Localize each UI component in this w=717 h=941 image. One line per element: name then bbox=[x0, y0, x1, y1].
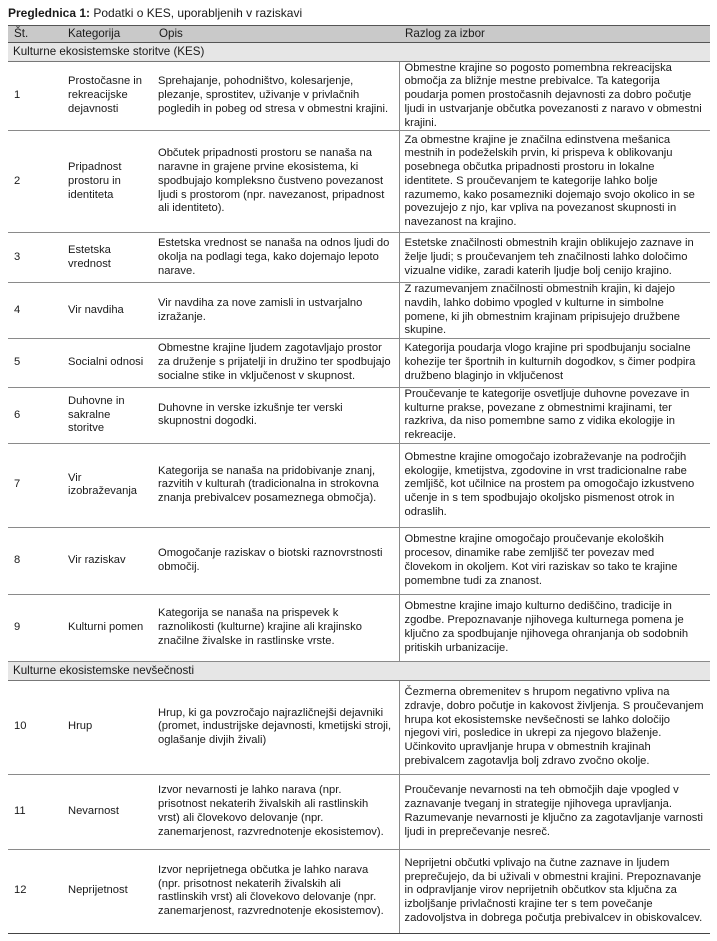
row-num: 2 bbox=[8, 131, 62, 233]
row-reason: Z razumevanjem značilnosti obmestnih krajin, ki dajejo navdih, lahko dobimo vpogled v kulturne in simbolne pomene, ki jih obmestnim krajinam pripisujejo družbene skupine. bbox=[399, 283, 710, 339]
row-num: 6 bbox=[8, 388, 62, 444]
row-description: Kategorija se nanaša na prispevek k raznolikosti (kulturne) krajine ali krajinsko značilne živalske in rastlinske vrste. bbox=[153, 594, 399, 661]
table-row bbox=[8, 527, 710, 594]
row-description: Izvor nevarnosti je lahko narava (npr. prisotnost nekaterih živalskih ali rastlinskih vrst) ali človekovo delovanje (npr. zanemarjenost, razvrednotenje ekosistemov). bbox=[153, 774, 399, 849]
table-row bbox=[8, 233, 710, 283]
row-reason: Kategorija poudarja vlogo krajine pri spodbujanju socialne kohezije ter športnih in kulturnih dogodkov, s čimer podpira družbeno blaginjo in vključenost bbox=[399, 339, 710, 388]
row-num: 10 bbox=[8, 680, 62, 774]
caption-text: Podatki o KES, uporabljenih v raziskavi bbox=[90, 6, 303, 20]
row-category: Vir raziskav bbox=[62, 527, 153, 594]
row-num: 12 bbox=[8, 849, 62, 933]
row-num: 3 bbox=[8, 233, 62, 283]
row-num: 9 bbox=[8, 594, 62, 661]
row-reason: Proučevanje te kategorije osvetljuje duhovne povezave in kulturne prakse, povezane z obmestnimi krajinami, ter razkriva, da niso pomembne samo z vidika ekologije in rekreacije. bbox=[399, 388, 710, 444]
row-category: Hrup bbox=[62, 680, 153, 774]
row-num: 1 bbox=[8, 61, 62, 131]
row-description: Obmestne krajine ljudem zagotavljajo prostor za druženje s prijatelji in družino ter spodbujajo socialne stike in vključenost v skupnost. bbox=[153, 339, 399, 388]
row-category: Nevarnost bbox=[62, 774, 153, 849]
row-description: Hrup, ki ga povzročajo najrazličnejši dejavniki (promet, industrijske dejavnosti, kmetijski stroji, oglašanje divjih živali) bbox=[153, 680, 399, 774]
section-title: Kulturne ekosistemske storitve (KES) bbox=[8, 42, 710, 61]
row-reason: Neprijetni občutki vplivajo na čutne zaznave in ljudem preprečujejo, da bi uživali v obmestni krajini. Prepoznavanje in odpravljanje virov neprijetnih občutkov sta ključna za izboljšanje privlačnosti krajine ter s tem povečanje zadovoljstva in dobrega počutja prebivalcev in obiskovalcev. bbox=[399, 849, 710, 933]
row-description: Vir navdiha za nove zamisli in ustvarjalno izražanje. bbox=[153, 283, 399, 339]
kes-table bbox=[8, 25, 710, 934]
row-category: Socialni odnosi bbox=[62, 339, 153, 388]
row-category: Neprijetnost bbox=[62, 849, 153, 933]
table-caption bbox=[8, 6, 302, 20]
row-reason: Čezmerna obremenitev s hrupom negativno vpliva na zdravje, dobro počutje in kakovost življenja. S proučevanjem hrupa kot ekosistemske nevšečnosti se lahko določijo njegovi viri, posledice in ukrepi za njegovo blaženje. Učinkovito upravljanje hrupa v obmestnih krajinah prebivalcem zagotavlja bolj zdravo zvočno okolje. bbox=[399, 680, 710, 774]
section-row-kes bbox=[8, 42, 710, 61]
table-row bbox=[8, 849, 710, 933]
row-num: 4 bbox=[8, 283, 62, 339]
row-num: 7 bbox=[8, 443, 62, 527]
header-reason: Razlog za izbor bbox=[399, 26, 710, 43]
section-title: Kulturne ekosistemske nevšečnosti bbox=[8, 661, 710, 680]
row-reason: Obmestne krajine omogočajo proučevanje ekoloških procesov, dinamike rabe zemljišč ter povezav med človekom in okoljem. Kot viri raziskav so tako te krajine pomembne tudi za znanost. bbox=[399, 527, 710, 594]
row-description: Kategorija se nanaša na pridobivanje znanj, razvitih v kulturah (tradicionalna in strokovna znanja prebivalcev posameznega območja). bbox=[153, 443, 399, 527]
row-category: Prostočasne in rekreacijske dejavnosti bbox=[62, 61, 153, 131]
row-category: Kulturni pomen bbox=[62, 594, 153, 661]
row-reason: Za obmestne krajine je značilna edinstvena mešanica mestnih in podeželskih prvin, ki prispeva k oblikovanju posebnega občutka pripadnosti prostoru in lokalne identitete. S proučevanjem te kategorije lahko bolje razumemo, kako posamezniki dojemajo svojo okolico in se povezujejo z njo, kar vpliva na povezanost skupnosti in navezanost na krajino. bbox=[399, 131, 710, 233]
table-row bbox=[8, 774, 710, 849]
row-description: Občutek pripadnosti prostoru se nanaša na naravne in grajene prvine ekosistema, ki spodbujajo kompleksno čustveno povezanost ljudi s prostorom (npr. navezanost, pripadnost ali identiteto). bbox=[153, 131, 399, 233]
table-row bbox=[8, 388, 710, 444]
table-row bbox=[8, 283, 710, 339]
row-reason: Estetske značilnosti obmestnih krajin oblikujejo zaznave in želje ljudi; s proučevanjem teh značilnosti lahko določimo vizualne vidike, zaradi katerih ljudje bolj cenijo krajino. bbox=[399, 233, 710, 283]
row-description: Omogočanje raziskav o biotski raznovrstnosti območij. bbox=[153, 527, 399, 594]
header-row bbox=[8, 26, 710, 43]
row-reason: Proučevanje nevarnosti na teh območjih daje vpogled v zaznavanje tveganj in strategije njihovega upravljanja. Razumevanje nevarnosti je ključno za zagotavljanje varnosti ljudi in preprečevanje nesreč. bbox=[399, 774, 710, 849]
section-row-nevsecnosti bbox=[8, 661, 710, 680]
row-category: Vir navdiha bbox=[62, 283, 153, 339]
row-category: Vir izobraževanja bbox=[62, 443, 153, 527]
row-reason: Obmestne krajine omogočajo izobraževanje na področjih ekologije, kmetijstva, zgodovine in vrst tradicionalne rabe zemljišč, kot učilnice na prostem pa omogočajo izkustveno učenje in s tem spodbujajo okoljsko pismenost otrok in odraslih. bbox=[399, 443, 710, 527]
table-row bbox=[8, 131, 710, 233]
table-row bbox=[8, 339, 710, 388]
row-description: Sprehajanje, pohodništvo, kolesarjenje, plezanje, sprostitev, uživanje v privlačnih pogledih in pobeg od stresa v obmestni krajini. bbox=[153, 61, 399, 131]
header-category: Kategorija bbox=[62, 26, 153, 43]
table-row bbox=[8, 680, 710, 774]
row-reason: Obmestne krajine so pogosto pomembna rekreacijska območja za bližnje mestne prebivalce. Ta kategorija poudarja pomen prostočasnih dejavnosti za dobro počutje ljudi in ustvarjanje občutka povezanosti z naravo v obmestni krajini. bbox=[399, 61, 710, 131]
row-category: Duhovne in sakralne storitve bbox=[62, 388, 153, 444]
row-category: Pripadnost prostoru in identiteta bbox=[62, 131, 153, 233]
header-num: Št. bbox=[8, 26, 62, 43]
table-row bbox=[8, 61, 710, 131]
row-reason: Obmestne krajine imajo kulturno dediščino, tradicije in zgodbe. Prepoznavanje njihovega kulturnega pomena je ključno za spodbujanje njihovega ohranjanja ob sodobnih pritiskih urbanizacije. bbox=[399, 594, 710, 661]
row-category: Estetska vrednost bbox=[62, 233, 153, 283]
row-description: Estetska vrednost se nanaša na odnos ljudi do okolja na podlagi tega, kako dojemajo lepoto narave. bbox=[153, 233, 399, 283]
table-row bbox=[8, 443, 710, 527]
row-description: Izvor neprijetnega občutka je lahko narava (npr. prisotnost nekaterih živalskih ali rastlinskih vrst) ali človekovo delovanje (npr. zanemarjenost, razvrednotenje ekosistemov). bbox=[153, 849, 399, 933]
header-description: Opis bbox=[153, 26, 399, 43]
row-description: Duhovne in verske izkušnje ter verski skupnostni dogodki. bbox=[153, 388, 399, 444]
row-num: 8 bbox=[8, 527, 62, 594]
row-num: 5 bbox=[8, 339, 62, 388]
caption-label: Preglednica 1: bbox=[8, 6, 91, 20]
row-num: 11 bbox=[8, 774, 62, 849]
table-row bbox=[8, 594, 710, 661]
